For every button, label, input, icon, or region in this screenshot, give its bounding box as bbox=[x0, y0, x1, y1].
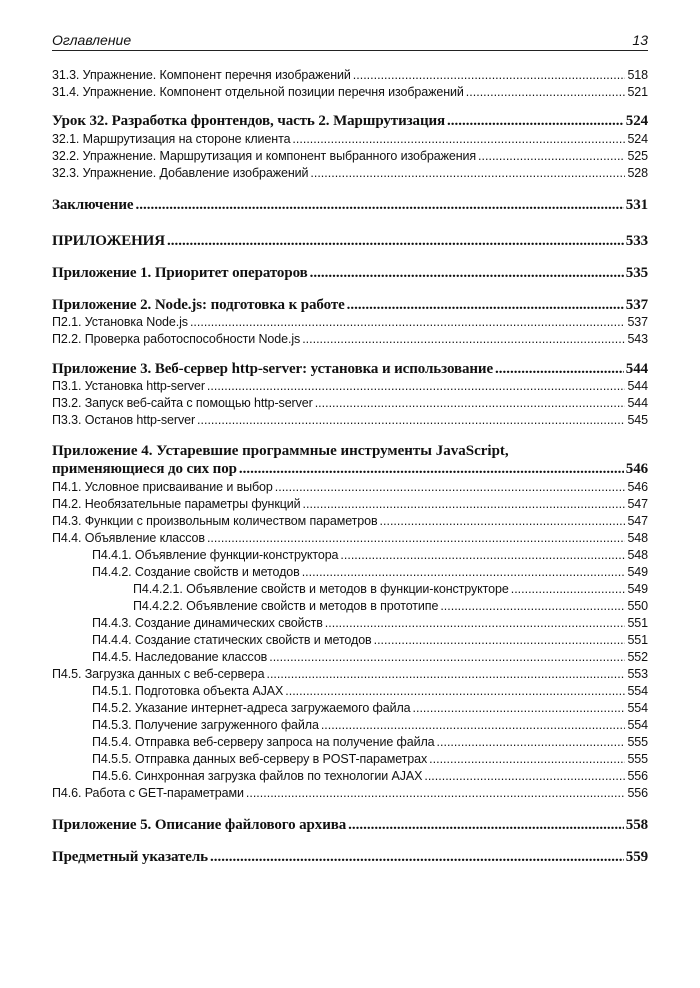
toc-chapter-page: 533 bbox=[625, 233, 648, 249]
toc-chapter-label: Приложение 3. Веб-сервер http-server: установка и использование bbox=[52, 361, 494, 377]
toc-entry-page: 555 bbox=[627, 752, 648, 766]
toc-chapter bbox=[52, 297, 648, 313]
toc-entry-page: 547 bbox=[627, 497, 648, 511]
toc-entry-page: 546 bbox=[627, 480, 648, 494]
toc-entry bbox=[92, 547, 648, 563]
toc-leader bbox=[380, 513, 626, 529]
toc-leader bbox=[285, 683, 625, 699]
toc-entry-page: 548 bbox=[627, 531, 648, 545]
toc-entry bbox=[92, 700, 648, 716]
toc-entry-page: 549 bbox=[627, 565, 648, 579]
toc-chapter bbox=[52, 849, 648, 865]
toc-chapter bbox=[52, 265, 648, 281]
toc-entry-label: П3.1. Установка http-server bbox=[52, 379, 205, 393]
toc-entry bbox=[52, 412, 648, 428]
toc-entry bbox=[52, 378, 648, 394]
toc-entry-page: 549 bbox=[627, 582, 648, 596]
toc-entry-page: 518 bbox=[627, 68, 648, 82]
toc-entry bbox=[92, 717, 648, 733]
toc-chapter bbox=[52, 233, 648, 249]
toc-entry-label: 31.3. Упражнение. Компонент перечня изображений bbox=[52, 68, 351, 82]
toc-leader bbox=[246, 785, 626, 801]
toc-entry-page: 556 bbox=[627, 786, 648, 800]
toc-entry-label: П3.2. Запуск веб-сайта с помощью http-server bbox=[52, 396, 313, 410]
running-header-title: Оглавление bbox=[52, 32, 132, 48]
toc-chapter-page: 544 bbox=[625, 361, 648, 377]
toc-leader bbox=[348, 817, 624, 833]
toc-leader bbox=[197, 412, 625, 428]
toc-entry bbox=[52, 84, 648, 100]
toc-entry-label: П4.4.1. Объявление функции-конструктора bbox=[92, 548, 339, 562]
toc-entry bbox=[92, 615, 648, 631]
toc-entry-page: 552 bbox=[627, 650, 648, 664]
toc-leader bbox=[239, 461, 624, 477]
toc-entry-page: 555 bbox=[627, 735, 648, 749]
toc-entry-label: П4.2. Необязательные параметры функций bbox=[52, 497, 301, 511]
toc-leader bbox=[325, 615, 626, 631]
toc-entry-page: 554 bbox=[627, 718, 648, 732]
toc-entry-label: П4.1. Условное присваивание и выбор bbox=[52, 480, 273, 494]
toc-chapter-page: 559 bbox=[625, 849, 648, 865]
toc-entry-page: 554 bbox=[627, 701, 648, 715]
toc-entry-label: 32.1. Маршрутизация на стороне клиента bbox=[52, 132, 291, 146]
toc-entry-label: П4.5.6. Синхронная загрузка файлов по технологии AJAX bbox=[92, 769, 423, 783]
toc-entry-label: П4.4.2. Создание свойств и методов bbox=[92, 565, 300, 579]
toc-entry-page: 551 bbox=[627, 633, 648, 647]
toc-entry-page: 524 bbox=[627, 132, 648, 146]
toc-leader bbox=[135, 197, 623, 213]
toc-leader bbox=[413, 700, 626, 716]
toc-entry-page: 554 bbox=[627, 684, 648, 698]
toc-entry-label: П4.4.4. Создание статических свойств и методов bbox=[92, 633, 372, 647]
toc-chapter-label: Приложение 1. Приоритет операторов bbox=[52, 265, 308, 281]
toc-entry-label: 32.3. Упражнение. Добавление изображений bbox=[52, 166, 309, 180]
toc-chapter-page: 531 bbox=[625, 197, 648, 213]
toc-entry-label: П4.3. Функции с произвольным количеством параметров bbox=[52, 514, 378, 528]
toc-entry bbox=[133, 598, 648, 614]
toc-leader bbox=[429, 751, 625, 767]
running-header-page-number: 13 bbox=[632, 32, 648, 48]
toc-entry bbox=[52, 666, 648, 682]
toc-entry-label: П4.4. Объявление классов bbox=[52, 531, 205, 545]
toc-chapter-label: Приложение 5. Описание файлового архива bbox=[52, 817, 347, 833]
toc-leader bbox=[266, 666, 625, 682]
toc-leader bbox=[347, 297, 624, 313]
toc-entry-label: П2.1. Установка Node.js bbox=[52, 315, 188, 329]
toc-entry-page: 551 bbox=[627, 616, 648, 630]
toc-entry-label: П2.2. Проверка работоспособности Node.js bbox=[52, 332, 301, 346]
toc-chapter-label: Заключение bbox=[52, 197, 134, 213]
toc-leader bbox=[167, 233, 624, 249]
toc-entry bbox=[92, 768, 648, 784]
toc-entry-page: 556 bbox=[627, 769, 648, 783]
toc-chapter-page: 546 bbox=[625, 461, 648, 477]
toc-entry-label: П4.5. Загрузка данных с веб-сервера bbox=[52, 667, 265, 681]
toc-leader bbox=[275, 479, 626, 495]
toc-entry bbox=[92, 734, 648, 750]
toc-entry-label: 32.2. Упражнение. Маршрутизация и компонент выбранного изображения bbox=[52, 149, 477, 163]
toc-entry-page: 548 bbox=[627, 548, 648, 562]
toc-leader bbox=[302, 564, 626, 580]
toc-entry-label: П4.4.2.2. Объявление свойств и методов в прототипе bbox=[133, 599, 439, 613]
toc-leader bbox=[440, 598, 625, 614]
toc-chapter bbox=[52, 361, 648, 377]
toc-entry-label: П4.4.3. Создание динамических свойств bbox=[92, 616, 323, 630]
toc-leader bbox=[210, 849, 624, 865]
toc-leader bbox=[437, 734, 626, 750]
toc-entry-label: П4.6. Работа с GET-параметрами bbox=[52, 786, 244, 800]
toc-chapter-page: 535 bbox=[625, 265, 648, 281]
toc-entry-page: 550 bbox=[627, 599, 648, 613]
toc-leader bbox=[269, 649, 625, 665]
toc-entry-label: П4.5.1. Подготовка объекта AJAX bbox=[92, 684, 284, 698]
toc-entry-label: П4.4.5. Наследование классов bbox=[92, 650, 268, 664]
toc-entry bbox=[92, 649, 648, 665]
toc-entry bbox=[92, 632, 648, 648]
toc-leader bbox=[207, 378, 626, 394]
toc-chapter bbox=[52, 113, 648, 129]
toc-chapter bbox=[52, 197, 648, 213]
toc-entry-page: 537 bbox=[627, 315, 648, 329]
toc-leader bbox=[424, 768, 625, 784]
toc-leader bbox=[478, 148, 625, 164]
toc-entry-label: 31.4. Упражнение. Компонент отдельной позиции перечня изображений bbox=[52, 85, 464, 99]
toc-entry-label: П4.5.5. Отправка данных веб-серверу в POST-параметрах bbox=[92, 752, 428, 766]
toc-entry-page: 543 bbox=[627, 332, 648, 346]
toc-chapter-page: 558 bbox=[625, 817, 648, 833]
toc-entry bbox=[52, 131, 648, 147]
running-header bbox=[52, 30, 648, 51]
toc-entry-label: П4.5.4. Отправка веб-серверу запроса на получение файла bbox=[92, 735, 435, 749]
toc-entry bbox=[133, 581, 648, 597]
toc-leader bbox=[310, 165, 625, 181]
toc-leader bbox=[447, 113, 624, 129]
toc-entry-page: 521 bbox=[627, 85, 648, 99]
toc-entry-page: 544 bbox=[627, 379, 648, 393]
toc-leader bbox=[495, 361, 624, 377]
toc-chapter-page: 537 bbox=[625, 297, 648, 313]
toc-entry bbox=[52, 513, 648, 529]
toc-chapter-label: ПРИЛОЖЕНИЯ bbox=[52, 233, 165, 249]
toc-entry bbox=[92, 751, 648, 767]
toc-entry-label: П4.5.3. Получение загруженного файла bbox=[92, 718, 319, 732]
toc-entry-label: П4.5.2. Указание интернет-адреса загружаемого файла bbox=[92, 701, 411, 715]
toc-chapter-label: применяющиеся до сих пор bbox=[52, 461, 237, 477]
toc-entry bbox=[52, 148, 648, 164]
toc-entry bbox=[92, 683, 648, 699]
toc-entry-label: П3.3. Останов http-server bbox=[52, 413, 196, 427]
toc-entry-page: 525 bbox=[627, 149, 648, 163]
toc-entry bbox=[92, 564, 648, 580]
toc-entry-page: 545 bbox=[627, 413, 648, 427]
toc-chapter-label: Урок 32. Разработка фронтендов, часть 2. Маршрутизация bbox=[52, 113, 446, 129]
toc-chapter bbox=[52, 461, 648, 477]
toc-entry bbox=[52, 530, 648, 546]
toc-entry bbox=[52, 479, 648, 495]
toc-entry-page: 528 bbox=[627, 166, 648, 180]
toc-leader bbox=[315, 395, 626, 411]
toc-entry bbox=[52, 395, 648, 411]
toc-entry bbox=[52, 165, 648, 181]
toc-leader bbox=[302, 331, 625, 347]
toc-leader bbox=[292, 131, 625, 147]
toc-leader bbox=[511, 581, 626, 597]
toc-leader bbox=[190, 314, 625, 330]
toc-chapter-label: Приложение 2. Node.js: подготовка к работе bbox=[52, 297, 345, 313]
toc-entry bbox=[52, 496, 648, 512]
toc-entry-page: 544 bbox=[627, 396, 648, 410]
toc-leader bbox=[321, 717, 626, 733]
toc-entry bbox=[52, 314, 648, 330]
toc-leader bbox=[310, 265, 624, 281]
toc-leader bbox=[340, 547, 625, 563]
toc-chapter-page: 524 bbox=[625, 113, 648, 129]
toc-chapter-title-line1: Приложение 4. Устаревшие программные инструменты JavaScript, bbox=[52, 443, 509, 459]
toc-leader bbox=[303, 496, 626, 512]
toc-entry-page: 553 bbox=[627, 667, 648, 681]
toc-entry-label: П4.4.2.1. Объявление свойств и методов в функции-конструкторе bbox=[133, 582, 509, 596]
toc-entry bbox=[52, 67, 648, 83]
toc-chapter-label: Предметный указатель bbox=[52, 849, 208, 865]
toc-leader bbox=[374, 632, 626, 648]
toc-leader bbox=[353, 67, 626, 83]
toc-entry bbox=[52, 331, 648, 347]
toc-entry-page: 547 bbox=[627, 514, 648, 528]
toc-entry bbox=[52, 785, 648, 801]
toc-leader bbox=[466, 84, 626, 100]
toc-leader bbox=[207, 530, 625, 546]
toc-chapter bbox=[52, 817, 648, 833]
